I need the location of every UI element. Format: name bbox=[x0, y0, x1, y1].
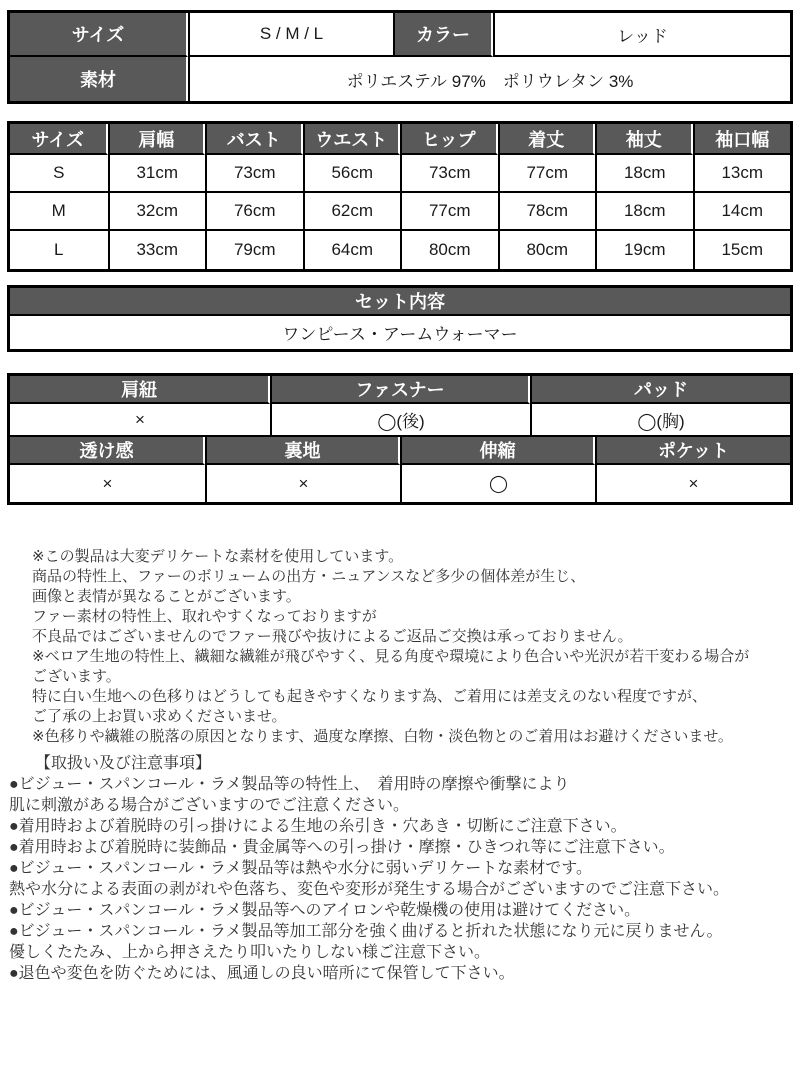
size-color-material-table bbox=[7, 10, 793, 104]
size-l: L bbox=[10, 231, 108, 269]
handling-line: ●退色や変色を防ぐためには、風通しの良い暗所にて保管して下さい。 bbox=[9, 965, 515, 982]
s-shoulder: 31cm bbox=[108, 155, 206, 193]
m-shoulder: 32cm bbox=[108, 193, 206, 231]
m-cuff: 14cm bbox=[693, 193, 791, 231]
m-length: 78cm bbox=[498, 193, 596, 231]
l-sleeve: 19cm bbox=[595, 231, 693, 269]
header-bust: バスト bbox=[205, 124, 303, 155]
measurements-row-m bbox=[10, 193, 790, 231]
stretch-value: ◯ bbox=[400, 465, 595, 502]
l-bust: 79cm bbox=[205, 231, 303, 269]
note-line: 不良品ではございませんのでファー飛びや抜けによるご返品ご交換は承っておりません。 bbox=[32, 628, 633, 645]
note-line: 商品の特性上、ファーのボリュームの出方・ニュアンスなど多少の個体差が生じ、 bbox=[32, 568, 586, 585]
header-sheerness: 透け感 bbox=[10, 437, 205, 465]
note-line: ファー素材の特性上、取れやすくなっておりますが bbox=[32, 608, 377, 625]
s-hip: 73cm bbox=[400, 155, 498, 193]
measurements-row-l bbox=[10, 231, 790, 269]
pad-value: ◯(胸) bbox=[530, 404, 790, 437]
header-length: 着丈 bbox=[498, 124, 596, 155]
s-sleeve: 18cm bbox=[595, 155, 693, 193]
l-shoulder: 33cm bbox=[108, 231, 206, 269]
header-stretch: 伸縮 bbox=[400, 437, 595, 465]
sheerness-value: × bbox=[10, 465, 205, 502]
features-header-row-1 bbox=[10, 376, 790, 404]
note-line: ※色移りや繊維の脱落の原因となります、過度な摩擦、白物・淡色物とのご着用はお避けくださいませ。 bbox=[32, 728, 733, 745]
size-s: S bbox=[10, 155, 108, 193]
set-contents-value-row bbox=[10, 316, 790, 349]
note-line: 画像と表情が異なることがございます。 bbox=[32, 588, 301, 605]
set-contents-title: セット内容 bbox=[10, 288, 790, 316]
measurements-header-row bbox=[10, 124, 790, 155]
header-shoulder-width: 肩幅 bbox=[108, 124, 206, 155]
l-hip: 80cm bbox=[400, 231, 498, 269]
color-label: カラー bbox=[393, 13, 493, 57]
color-value: レッド bbox=[493, 13, 790, 57]
lining-value: × bbox=[205, 465, 400, 502]
header-sleeve-length: 袖丈 bbox=[595, 124, 693, 155]
l-waist: 64cm bbox=[303, 231, 401, 269]
s-waist: 56cm bbox=[303, 155, 401, 193]
handling-line: ●ビジュー・スパンコール・ラメ製品等の特性上、 着用時の摩擦や衝撃により bbox=[9, 776, 570, 793]
note-line: 特に白い生地への色移りはどうしても起きやすくなります為、ご着用には差支えのない程度ですが、 bbox=[32, 688, 708, 705]
features-header-row-2 bbox=[10, 437, 790, 465]
handling-notes bbox=[7, 753, 793, 984]
note-line: ございます。 bbox=[32, 668, 121, 685]
note-line: ご了承の上お買い求めくださいませ。 bbox=[32, 708, 287, 725]
note-line: ※この製品は大変デリケートな素材を使用しています。 bbox=[32, 548, 404, 565]
features-value-row-1 bbox=[10, 404, 790, 437]
size-label: サイズ bbox=[10, 13, 188, 57]
features-table bbox=[7, 373, 793, 505]
m-hip: 77cm bbox=[400, 193, 498, 231]
handling-line: ●ビジュー・スパンコール・ラメ製品等は熱や水分に弱いデリケートな素材です。 bbox=[9, 860, 592, 877]
handling-line: ●ビジュー・スパンコール・ラメ製品等加工部分を強く曲げると折れた状態になり元に戻りません。 bbox=[9, 923, 723, 940]
content-area bbox=[7, 10, 793, 984]
material-row bbox=[10, 57, 790, 101]
features-value-row-2 bbox=[10, 465, 790, 502]
l-cuff: 15cm bbox=[693, 231, 791, 269]
header-size: サイズ bbox=[10, 124, 108, 155]
m-bust: 76cm bbox=[205, 193, 303, 231]
measurements-row-s bbox=[10, 155, 790, 193]
zipper-value: ◯(後) bbox=[270, 404, 530, 437]
material-notes bbox=[7, 547, 793, 747]
header-hip: ヒップ bbox=[400, 124, 498, 155]
header-shoulder-strap: 肩紐 bbox=[10, 376, 270, 404]
s-bust: 73cm bbox=[205, 155, 303, 193]
note-line: ※ベロア生地の特性上、繊細な繊維が飛びやすく、見る角度や環境により色合いや光沢が若干変わる場合が bbox=[32, 648, 750, 665]
shoulder-strap-value: × bbox=[10, 404, 270, 437]
size-m: M bbox=[10, 193, 108, 231]
material-label: 素材 bbox=[10, 57, 188, 101]
s-length: 77cm bbox=[498, 155, 596, 193]
header-pocket: ポケット bbox=[595, 437, 790, 465]
set-contents-header-row bbox=[10, 288, 790, 316]
handling-notes-heading: 【取扱い及び注意事項】 bbox=[35, 755, 212, 772]
measurements-table bbox=[7, 121, 793, 272]
header-zipper: ファスナー bbox=[270, 376, 530, 404]
handling-line: 優しくたたみ、上から押さえたり叩いたりしない様ご注意下さい。 bbox=[9, 944, 490, 961]
set-contents-value: ワンピース・アームウォーマー bbox=[10, 316, 790, 349]
header-waist: ウエスト bbox=[303, 124, 401, 155]
size-value: S / M / L bbox=[188, 13, 393, 57]
handling-line: 熱や水分による表面の剥がれや色落ち、変色や変形が発生する場合がございますのでご注意下さい。 bbox=[9, 881, 730, 898]
size-color-row bbox=[10, 13, 790, 57]
m-sleeve: 18cm bbox=[595, 193, 693, 231]
m-waist: 62cm bbox=[303, 193, 401, 231]
set-contents-table bbox=[7, 285, 793, 352]
handling-line: 肌に刺激がある場合がございますのでご注意ください。 bbox=[9, 797, 410, 814]
handling-line: ●着用時および着脱時の引っ掛けによる生地の糸引き・穴あき・切断にご注意下さい。 bbox=[9, 818, 627, 835]
l-length: 80cm bbox=[498, 231, 596, 269]
s-cuff: 13cm bbox=[693, 155, 791, 193]
handling-line: ●着用時および着脱時に装飾品・貴金属等への引っ掛け・摩擦・ひきつれ等にご注意下さい。 bbox=[9, 839, 675, 856]
handling-line: ●ビジュー・スパンコール・ラメ製品等へのアイロンや乾燥機の使用は避けてください。 bbox=[9, 902, 641, 919]
header-pad: パッド bbox=[530, 376, 790, 404]
header-cuff-width: 袖口幅 bbox=[693, 124, 791, 155]
header-lining: 裏地 bbox=[205, 437, 400, 465]
pocket-value: × bbox=[595, 465, 790, 502]
material-value: ポリエステル 97% ポリウレタン 3% bbox=[188, 57, 790, 101]
